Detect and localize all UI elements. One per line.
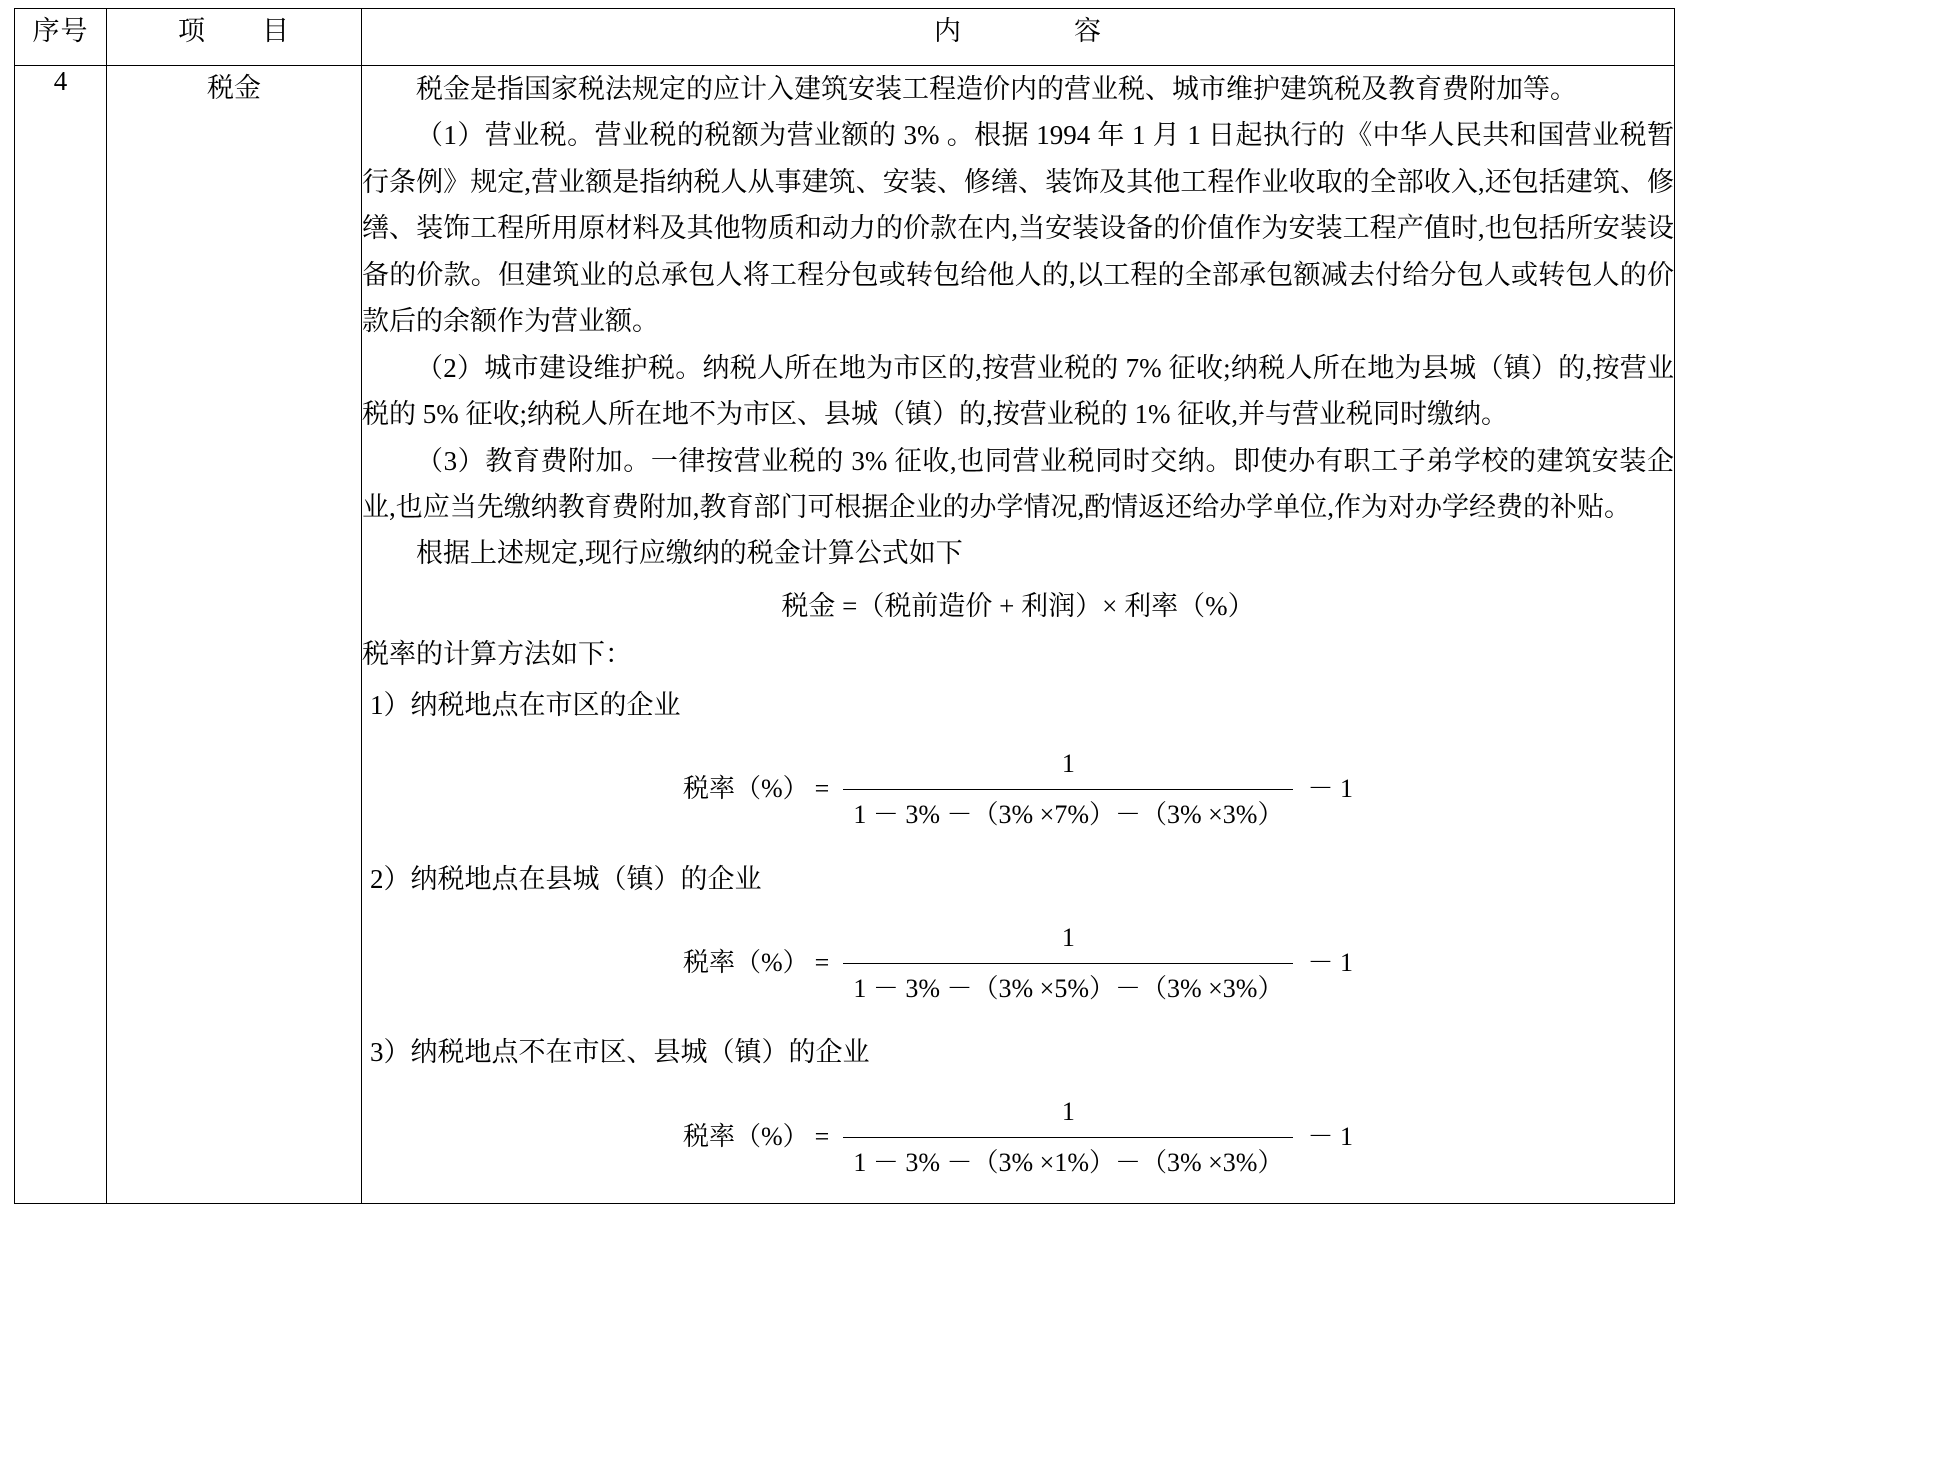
rate-formula-1-equals: =	[814, 774, 830, 804]
rate-method-intro: 税率的计算方法如下：	[362, 639, 632, 670]
rate-case-label-3: 3）纳税地点不在市区、县城（镇）的企业	[370, 1037, 870, 1068]
paragraph-education-surcharge: （3）教育费附加。一律按营业税的 3% 征收,也同营业税同时交纳。即使办有职工子弟学校的建筑安装企业,也应当先缴纳教育费附加,教育部门可根据企业的办学情况,酌情返还给办学单位,作为对办学经费的补贴。	[362, 445, 1674, 522]
rate-formula-2-numerator: 1	[1061, 923, 1075, 952]
rate-formula-3-numerator: 1	[1061, 1096, 1075, 1126]
rate-formula-2-equals: =	[814, 948, 830, 978]
row-number-cell: 4	[15, 66, 107, 1204]
rate-formula-3-equals: =	[814, 1122, 830, 1152]
rate-formula-2-fraction	[843, 916, 1293, 1011]
rate-case-label-2: 2）纳税地点在县城（镇）的企业	[370, 863, 762, 894]
column-header-no: 序号	[15, 9, 107, 66]
rate-formula-2	[362, 916, 1674, 1011]
rate-case-label-1: 1）纳税地点在市区的企业	[370, 689, 681, 720]
rate-formula-3-lhs: 税率（%）	[683, 1122, 809, 1152]
paragraph-intro: 税金是指国家税法规定的应计入建筑安装工程造价内的营业税、城市维护建筑税及教育费附加等。	[416, 74, 1577, 104]
main-formula: 税金 =（税前造价 + 利润）× 利率（%）	[781, 590, 1255, 621]
rate-formula-1-denominator: 1 － 3% －（3% ×7%）－（3% ×3%）	[853, 799, 1284, 829]
rate-formula-2-denominator: 1 － 3% －（3% ×5%）－（3% ×3%）	[853, 973, 1284, 1003]
column-header-content: 内 容	[362, 9, 1675, 66]
paragraph-business-tax: （1）营业税。营业税的税额为营业额的 3% 。根据 1994 年 1 月 1 日起执行的《中华人民共和国营业税暂行条例》规定,营业额是指纳税人从事建筑、安装、修缮、装饰及其他工程作业收取的全部收入,还包括建筑、修缮、装饰工程所用原材料及其他物质和动力的价款在内,当安装设备的价值作为安装工程产值时,也包括所安装设备的价款。但建筑业的总承包人将工程分包或转包给他人的,以工程的全部承包额减去付给分包人或转包人的价款后的余额作为营业额。	[362, 120, 1674, 337]
paragraph-city-maintenance-tax: （2）城市建设维护税。纳税人所在地为市区的,按营业税的 7% 征收;纳税人所在地为县城（镇）的,按营业税的 5% 征收;纳税人所在地不为市区、县城（镇）的,按营业税的 1% 征收,并与营业税同时缴纳。	[362, 352, 1674, 430]
rate-formula-3	[362, 1090, 1674, 1185]
paragraph-formula-intro: 根据上述规定,现行应缴纳的税金计算公式如下	[416, 538, 963, 569]
rate-formula-1-tail: － 1	[1307, 774, 1353, 804]
table-header-row	[15, 9, 1675, 66]
rate-formula-2-tail: － 1	[1307, 948, 1353, 978]
tax-description-table	[14, 8, 1675, 1204]
rate-formula-1-fraction	[843, 742, 1293, 837]
column-header-item: 项 目	[107, 9, 362, 66]
rate-formula-3-fraction	[843, 1090, 1293, 1185]
rate-formula-2-lhs: 税率（%）	[683, 948, 809, 978]
row-item-cell: 税金	[107, 66, 362, 1204]
rate-formula-1-lhs: 税率（%）	[683, 774, 809, 804]
rate-formula-1-numerator: 1	[1061, 749, 1075, 779]
table-row	[15, 66, 1675, 1204]
rate-formula-3-denominator: 1 － 3% －（3% ×1%）－（3% ×3%）	[853, 1147, 1284, 1177]
rate-formula-3-tail: － 1	[1307, 1122, 1353, 1152]
rate-formula-1	[362, 742, 1674, 837]
row-content-cell	[362, 66, 1675, 1204]
